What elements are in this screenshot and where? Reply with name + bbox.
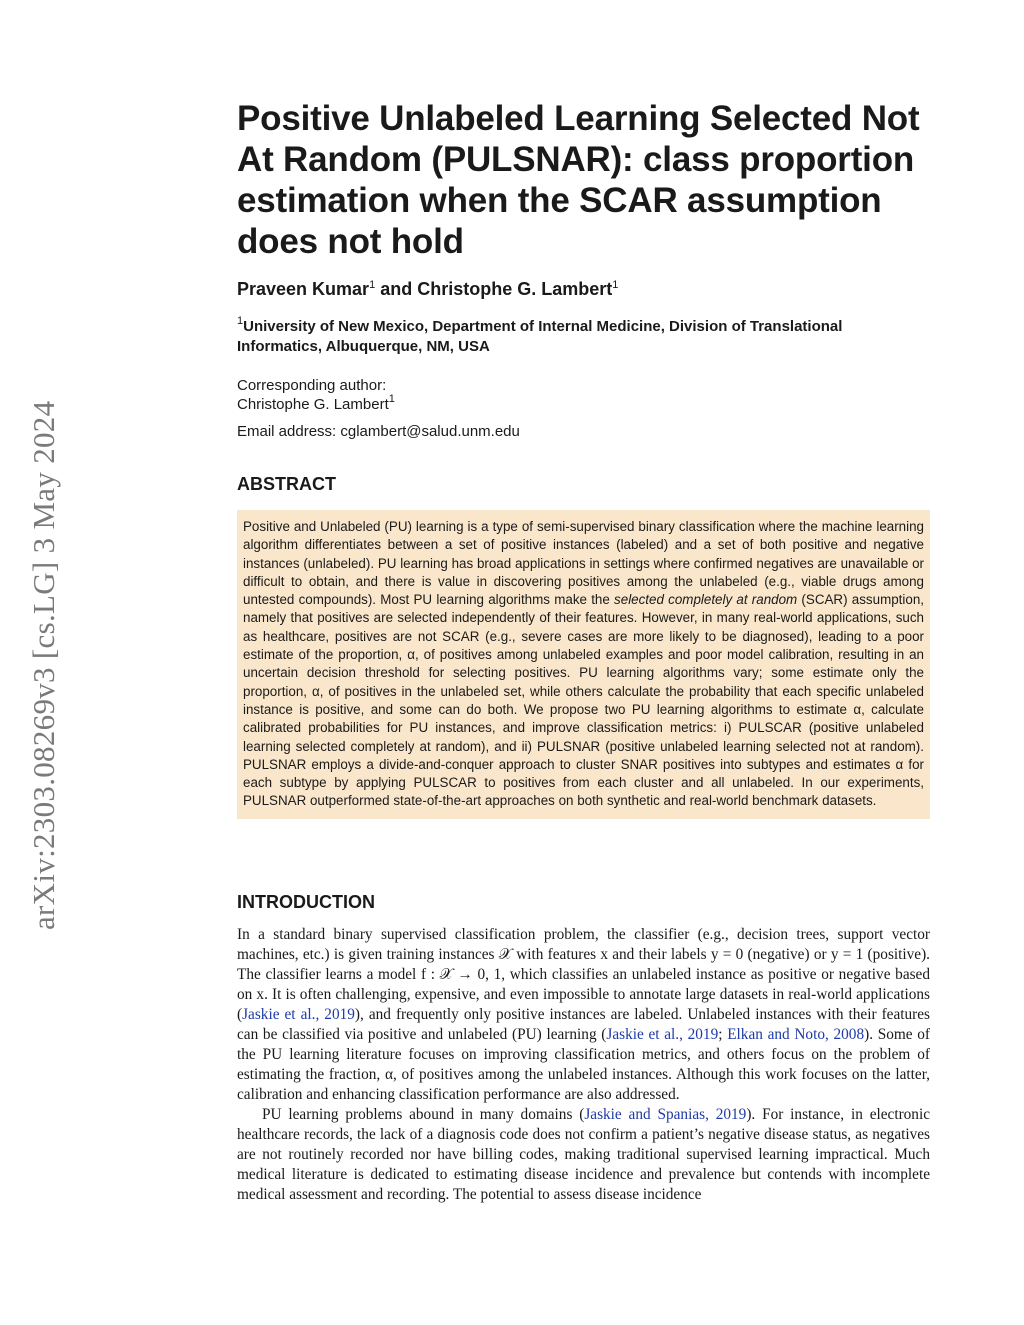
author-name: Praveen Kumar xyxy=(237,279,370,299)
citation-link[interactable]: Jaskie et al., 2019 xyxy=(242,1006,355,1023)
abstract-text-part: Positive and Unlabeled (PU) learning is a type of semi-supervised binary classification where the machine learning algorithm differentiates between a set of positive instances (labeled) and a set of both positive and negative instances (unlabeled). PU learning has broad applications in settings where confirmed negatives are unavailable or difficult to obtain, and there is value in discovering positives among the unlabeled (e.g., viable drugs among untested compounds). Most PU learning algorithms make the xyxy=(243,519,924,608)
paragraph-text: In a standard binary supervised classification problem, the classifier (e.g., decision trees, support vector machines, etc.) is given training instances 𝒳 with features x and their labels y = 0 (negative) or y = 1 (positive). The classifier learns a model f : 𝒳 → 0, 1, which classifies an unlabeled instance as positive or negative based on x. It is often challenging, expensive, and even impossible to annotate large datasets in real-world applications ( xyxy=(237,926,930,1023)
corresponding-name-line xyxy=(237,395,930,414)
introduction-paragraph xyxy=(237,1105,930,1205)
affiliation xyxy=(237,317,930,357)
affiliation-marker: 1 xyxy=(369,279,376,291)
paragraph-text: PU learning problems abound in many domains ( xyxy=(262,1106,585,1123)
abstract-text-part: (SCAR) assumption, namely that positives are selected independently of their features. However, in many real-world applications, such as healthcare, positives are not SCAR (e.g., severe cases are more likely to be diagnosed), leading to a poor estimate of the proportion, α, of positives among unlabeled examples and poor model calibration, resulting in an uncertain decision threshold for selecting positives. PU learning algorithms vary; some estimate only the proportion, α, of positives in the unlabeled set, while others calculate the probability that each specific unlabeled instance is positive, and some can do both. We propose two PU learning algorithms to estimate α, calculate calibrated probabilities for PU instances, and improve classification metrics: i) PULSCAR (positive unlabeled learning selected completely at random), and ii) PULSNAR (positive unlabeled learning selected not at random). PULSNAR employs a divide-and-conquer approach to cluster SNAR positives into subtypes and estimates α for each subtype by applying PULSCAR to positives from each cluster and all unlabeled. In our experiments, PULSNAR outperformed state-of-the-art approaches on both synthetic and real-world benchmark datasets. xyxy=(243,592,924,809)
paragraph-text: ). For instance, in electronic healthcare records, the lack of a diagnosis code does not confirm a patient’s negative disease status, as negatives are not routinely recorded nor have billing codes, making traditional supervised learning impractical. Much medical literature is dedicated to estimating disease incidence and prevalence but contends with incomplete medical assessment and recording. The potential to assess disease incidence xyxy=(237,1106,930,1203)
citation-link[interactable]: Elkan and Noto, 2008 xyxy=(727,1026,865,1043)
introduction-heading: INTRODUCTION xyxy=(237,892,375,912)
paragraph-text: ). Some of the PU learning literature focuses on improving classification metrics, and others focus on the problem of estimating the fraction, α, of positives among the unlabeled instances. Although this work focuses on the latter, calibration and enhancing classification performance are also addressed. xyxy=(237,1026,931,1103)
paragraph-text: ; xyxy=(718,1026,728,1043)
abstract-emphasis: selected completely at random xyxy=(614,592,798,608)
corresponding-label: Corresponding author: xyxy=(237,377,387,394)
introduction-paragraph xyxy=(237,925,930,1105)
author-conjunction: and xyxy=(375,279,418,299)
citation-link[interactable]: Jaskie et al., 2019 xyxy=(606,1026,719,1043)
abstract-box xyxy=(237,510,930,819)
affiliation-text: University of New Mexico, Department of Internal Medicine, Division of Translational Informatics, Albuquerque, NM, USA xyxy=(237,318,843,355)
abstract-heading: ABSTRACT xyxy=(237,474,336,494)
corresponding-email: Email address: cglambert@salud.unm.edu xyxy=(237,423,520,440)
affiliation-marker: 1 xyxy=(612,279,619,291)
citation-link[interactable]: Jaskie and Spanias, 2019 xyxy=(584,1106,747,1123)
abstract-text xyxy=(243,518,924,811)
affiliation-marker: 1 xyxy=(237,315,244,327)
corresponding-author xyxy=(237,376,930,414)
author-name: Christophe G. Lambert xyxy=(417,279,613,299)
paper-title: Positive Unlabeled Learning Selected Not At Random (PULSNAR): class proportion estimation when the SCAR assumption does not hold xyxy=(237,99,920,261)
introduction-body xyxy=(237,925,930,1205)
affiliation-marker: 1 xyxy=(388,393,395,405)
arxiv-identifier-stamp: arXiv:2303.08269v3 [cs.LG] 3 May 2024 xyxy=(26,400,61,930)
author-list xyxy=(237,279,930,300)
paragraph-text: ), and frequently only positive instances are labeled. Unlabeled instances with their features can be classified via positive and unlabeled (PU) learning ( xyxy=(237,1006,930,1043)
corresponding-name: Christophe G. Lambert xyxy=(237,396,389,413)
